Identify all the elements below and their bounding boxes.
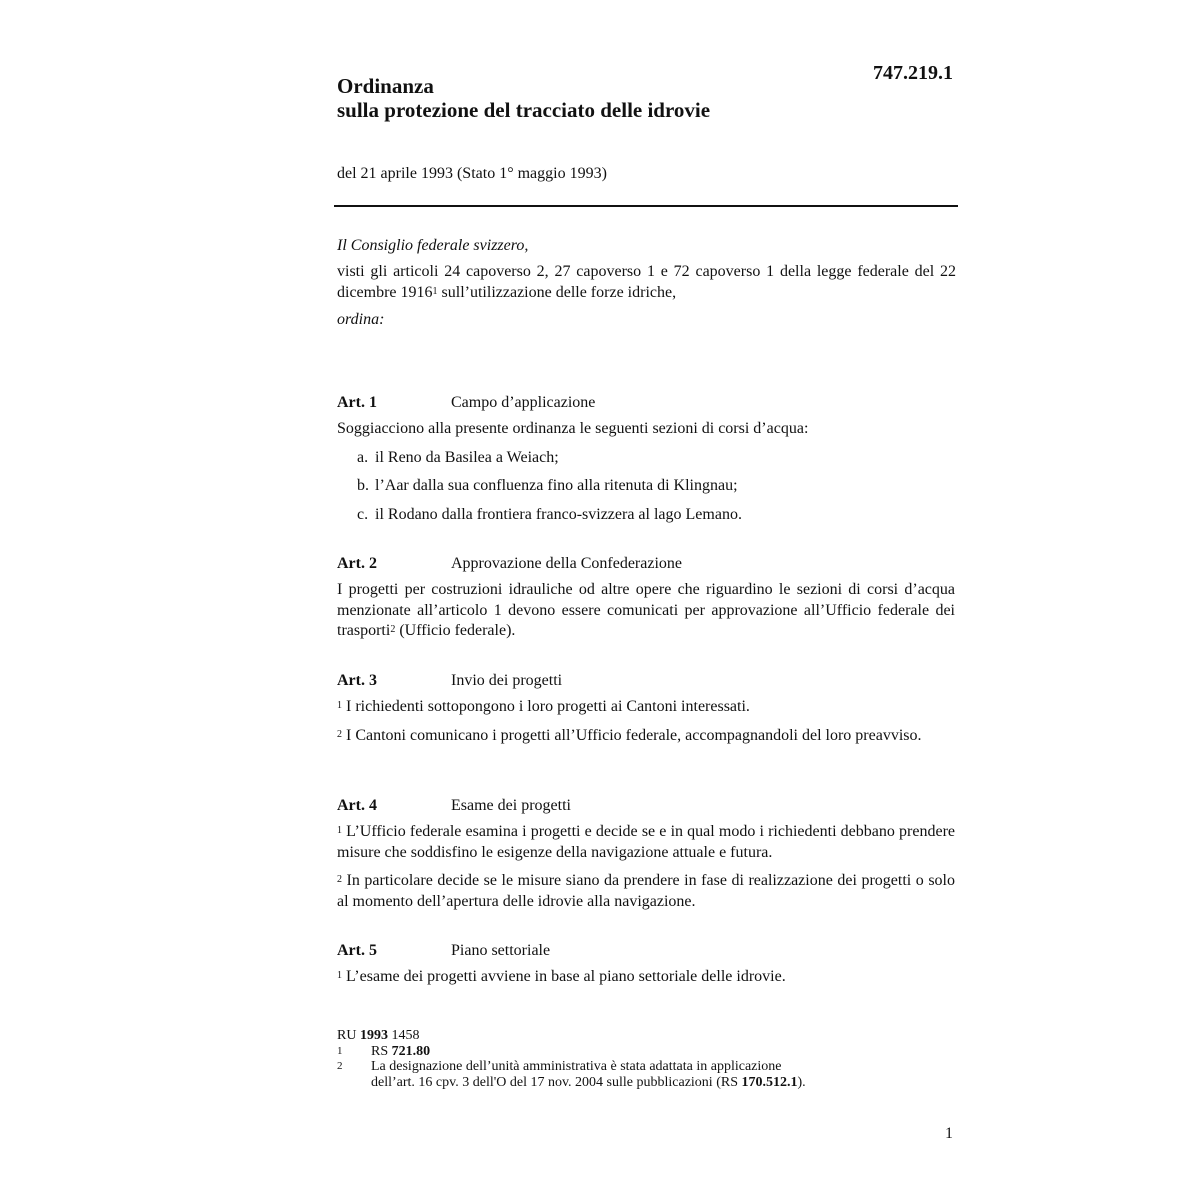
paragraph-text: I progetti per costruzioni idrauliche od altre opere che riguardino le sezioni di corsi d’acqua menzionate all’articolo 1 devono essere comunicati per approvazione all’Ufficio federale dei trasporti — [337, 581, 955, 639]
article-heading — [337, 671, 955, 691]
footnotes — [337, 1028, 806, 1090]
list-item — [337, 505, 955, 526]
footnote-1 — [337, 1044, 806, 1060]
article-heading — [337, 554, 955, 574]
article-number: Art. 2 — [337, 555, 377, 572]
article-paragraph — [337, 580, 955, 642]
article-paragraph — [337, 726, 955, 747]
article-body — [337, 967, 955, 988]
list-marker: c. — [357, 505, 369, 523]
page-number: 1 — [945, 1125, 953, 1142]
article-title: Esame dei progetti — [451, 797, 571, 814]
footnote-line-1: La designazione dell’unità amministrativa è stata adattata in applicazione — [371, 1059, 782, 1074]
footnote-text — [371, 1044, 430, 1060]
article-heading — [337, 941, 955, 961]
article-paragraph — [337, 967, 955, 988]
article-1 — [337, 393, 955, 533]
header-divider — [334, 205, 958, 207]
ru-reference — [337, 1028, 806, 1044]
list-marker: b. — [357, 477, 369, 494]
preamble-ordina: ordina: — [337, 311, 385, 328]
ru-year: 1993 — [359, 1028, 388, 1043]
article-title: Invio dei progetti — [451, 672, 563, 689]
ru-page: 1458 — [387, 1028, 420, 1043]
paragraph-text: I Cantoni comunicano i progetti all’Ufficio federale, accompagnandoli del loro preavviso. — [342, 726, 922, 744]
article-4 — [337, 796, 955, 912]
preamble-authority: Il Consiglio federale svizzero, — [337, 237, 529, 254]
footnote-text — [371, 1059, 806, 1090]
article-intro: Soggiacciono alla presente ordinanza le seguenti sezioni di corsi d’acqua: — [337, 420, 809, 437]
article-number: Art. 5 — [337, 942, 377, 959]
paragraph-number: 2 — [337, 874, 342, 885]
paragraph-text: L’Ufficio federale esamina i progetti e decide se e in qual modo i richiedenti debbano prendere misure che soddisfino le esigenze della navigazione attuale e futura. — [337, 823, 955, 861]
paragraph-number: 1 — [337, 825, 342, 836]
list-text: il Rodano dalla frontiera franco-svizzera al lago Lemano. — [375, 505, 742, 523]
footnote-prefix: RS — [371, 1043, 392, 1059]
footnote-number: 1 — [337, 1044, 343, 1057]
title-line-1: Ordinanza — [337, 74, 434, 98]
preamble-visti-text: visti gli articoli 24 capoverso 2, 27 capoverso 1 e 72 capoverso 1 della legge federale del 22 dicembre 1916 — [337, 263, 956, 301]
paragraph-text: L’esame dei progetti avviene in base al piano settoriale delle idrovie. — [342, 968, 786, 985]
paragraph-text: I richiedenti sottopongono i loro progetti ai Cantoni interessati. — [342, 698, 750, 715]
article-paragraph — [337, 822, 955, 863]
footnote-ref-link[interactable]: 721.80 — [391, 1043, 431, 1059]
paragraph-text: In particolare decide se le misure siano da prendere in fase di realizzazione dei progetti o solo al momento dell’apertura delle idrovie alla navigazione. — [337, 872, 955, 910]
list-item — [337, 476, 955, 497]
paragraph-number: 1 — [337, 700, 342, 711]
article-title: Approvazione della Confederazione — [451, 555, 683, 572]
title-line-2: sulla protezione del tracciato delle idrovie — [337, 98, 711, 122]
ru-prefix: RU — [337, 1028, 360, 1043]
article-number: Art. 4 — [337, 797, 377, 814]
article-body — [337, 419, 955, 525]
footnote-ref-link[interactable]: 170.512.1 — [741, 1074, 798, 1090]
article-body — [337, 697, 955, 746]
list-text: l’Aar dalla sua confluenza fino alla ritenuta di Klingnau; — [375, 477, 738, 494]
paragraph-text-b: (Ufficio federale). — [395, 622, 516, 639]
article-2 — [337, 554, 955, 642]
article-list — [337, 448, 955, 526]
article-body — [337, 822, 955, 912]
article-body — [337, 580, 955, 642]
list-text: il Reno da Basilea a Weiach; — [375, 448, 559, 466]
paragraph-number: 2 — [337, 728, 342, 740]
article-heading — [337, 796, 955, 816]
article-paragraph — [337, 697, 955, 718]
article-paragraph — [337, 871, 955, 912]
paragraph-number: 1 — [337, 970, 342, 981]
list-item — [337, 448, 955, 469]
article-title: Campo d’applicazione — [451, 394, 596, 411]
article-5 — [337, 941, 955, 988]
preamble-visti — [337, 262, 956, 303]
article-number: Art. 1 — [337, 394, 377, 411]
footnote-line-2-end: ). — [797, 1074, 806, 1090]
footnote-ref-1[interactable]: 1 — [432, 285, 438, 297]
footnote-ref-2[interactable]: 2 — [390, 624, 396, 635]
preamble-visti-text-b: sull’utilizzazione delle forze idriche, — [437, 283, 677, 301]
document-date: del 21 aprile 1993 (Stato 1° maggio 1993) — [337, 165, 607, 182]
footnote-2 — [337, 1059, 806, 1090]
article-3 — [337, 671, 955, 746]
sr-number: 747.219.1 — [873, 62, 953, 84]
footnote-line-2: dell’art. 16 cpv. 3 dell'O del 17 nov. 2004 sulle pubblicazioni (RS — [371, 1074, 742, 1090]
article-heading — [337, 393, 955, 413]
article-number: Art. 3 — [337, 672, 377, 689]
document-title — [337, 74, 710, 122]
list-marker: a. — [357, 448, 369, 466]
footnote-number: 2 — [337, 1060, 343, 1072]
article-title: Piano settoriale — [451, 942, 551, 959]
